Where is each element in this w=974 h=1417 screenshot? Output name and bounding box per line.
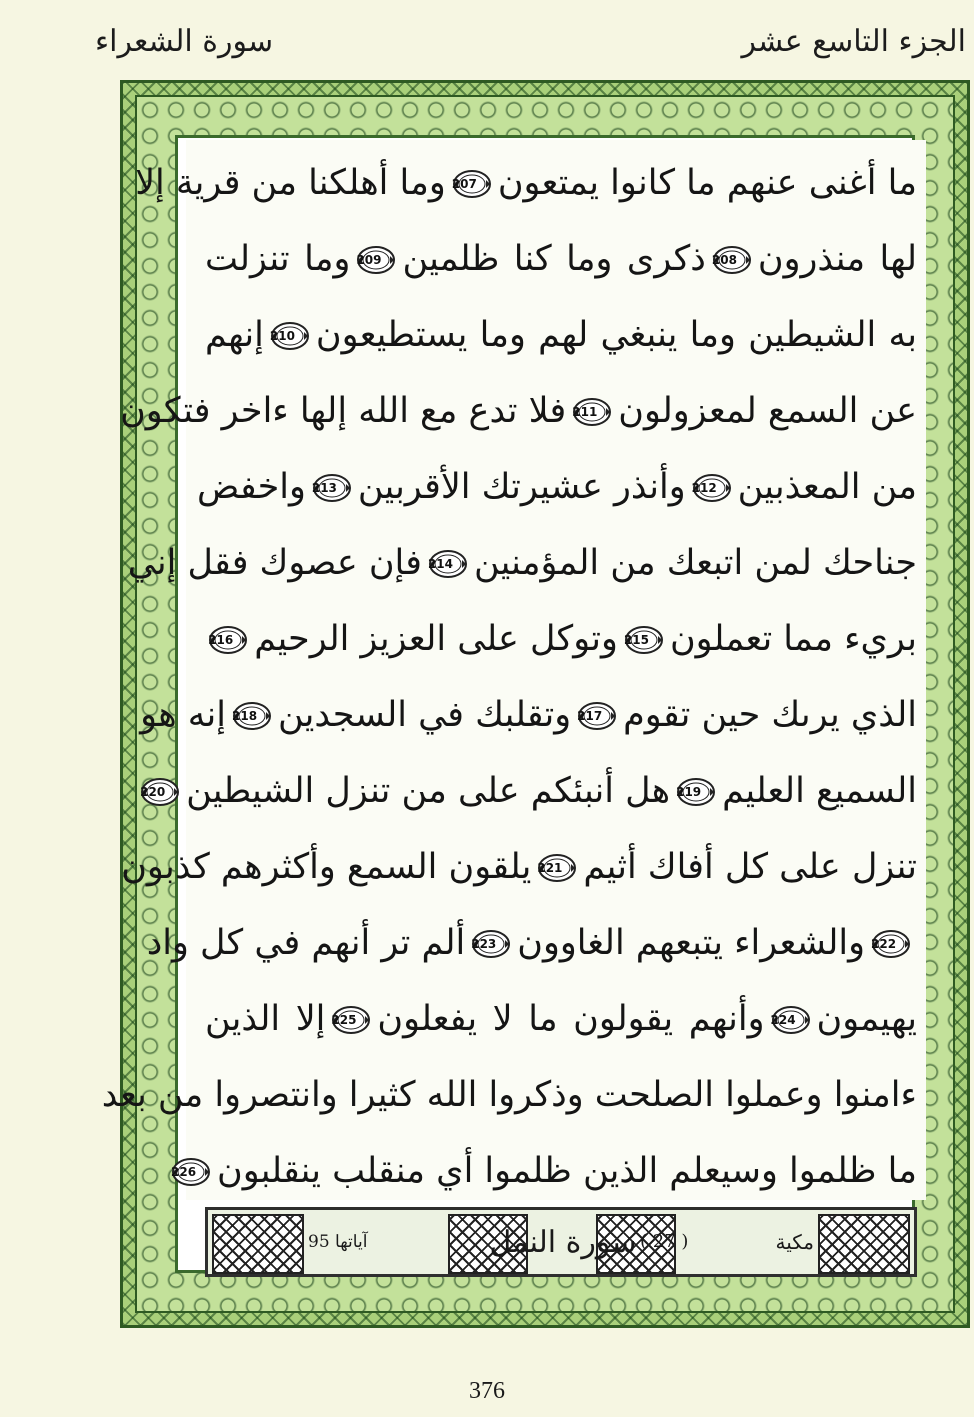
verse-text: وتقلبك في السجدين — [278, 695, 572, 735]
verse-text: جناحك لمن اتبعك من المؤمنين — [473, 543, 917, 583]
verse-text: يهيمون — [816, 999, 917, 1039]
verse-text: ألم تر أنهم في كل واد — [146, 923, 466, 963]
verse-end-marker — [331, 1005, 371, 1035]
verse-end-marker — [692, 473, 732, 503]
verse-end-marker — [140, 777, 180, 807]
verse-line — [140, 680, 917, 750]
verse-end-marker — [428, 549, 468, 579]
verse-number: 214 — [427, 557, 453, 571]
verse-number: 223 — [471, 937, 497, 951]
verse-end-marker — [572, 397, 612, 427]
verse-text: تنزل على كل أفاك أثيم — [583, 847, 917, 887]
verse-number: 222 — [871, 937, 897, 951]
verse-text: يلقون السمع وأكثرهم كذبون — [121, 847, 532, 887]
banner-surah-number: ( 27 ) — [640, 1231, 689, 1252]
verse-text: به الشيطين وما ينبغي لهم وما يستطيعون — [315, 315, 917, 355]
verse-text: ذكرى وما كنا ظلمين — [402, 239, 706, 279]
page-header — [0, 18, 974, 68]
verse-text: وما أهلكنا من قرية إلا — [135, 163, 446, 203]
verse-end-marker — [771, 1005, 811, 1035]
verse-end-marker — [471, 929, 511, 959]
verse-text: وأنذر عشيرتك الأقربين — [357, 467, 686, 507]
verse-text: ءامنوا وعملوا الصلحت وذكروا الله كثيرا وانتصروا من بعد — [101, 1075, 917, 1115]
verse-number: 207 — [451, 177, 477, 191]
surah-name-header: سورة الشعراء — [95, 24, 274, 59]
verse-end-marker — [171, 1157, 211, 1187]
verse-end-marker — [232, 701, 272, 731]
verse-text: والشعراء يتبعهم الغاوون — [517, 923, 865, 963]
verse-text: واخفض — [197, 467, 306, 507]
verse-line — [101, 1060, 917, 1130]
verse-end-marker — [871, 929, 911, 959]
verse-number: 224 — [770, 1013, 796, 1027]
verse-number: 213 — [311, 481, 337, 495]
verse-text: إلا الذين — [205, 999, 326, 1039]
surah-banner — [205, 1207, 917, 1277]
verse-line — [146, 908, 917, 978]
verse-number: 225 — [331, 1013, 357, 1027]
verse-number: 208 — [711, 253, 737, 267]
verse-end-marker — [270, 321, 310, 351]
verse-number: 212 — [691, 481, 717, 495]
verse-text: بريء مما تعملون — [669, 619, 917, 659]
verse-text: هل أنبئكم على من تنزل الشيطين — [186, 771, 671, 811]
verse-number: 220 — [140, 785, 166, 799]
verse-line — [205, 300, 917, 370]
verse-number: 218 — [232, 709, 258, 723]
verse-text: وما تنزلت — [205, 239, 351, 279]
verse-line — [127, 528, 917, 598]
verse-line — [120, 376, 917, 446]
verse-line — [171, 1136, 917, 1206]
verse-end-marker — [452, 169, 492, 199]
verse-line — [205, 984, 917, 1054]
verse-number: 219 — [676, 785, 702, 799]
verse-number: 221 — [537, 861, 563, 875]
verse-text: ما أغنى عنهم ما كانوا يمتعون — [497, 163, 917, 203]
verse-end-marker — [537, 853, 577, 883]
banner-ornament-left — [212, 1214, 304, 1274]
verse-text: عن السمع لمعزولون — [618, 391, 917, 431]
verse-end-marker — [208, 625, 248, 655]
verse-end-marker — [712, 245, 752, 275]
verse-line — [205, 224, 917, 294]
verse-number: 211 — [572, 405, 598, 419]
verse-text: من المعذبين — [737, 467, 917, 507]
verse-end-marker — [624, 625, 664, 655]
verse-text: لها منذرون — [757, 239, 917, 279]
banner-verse-count: آياتها 95 — [308, 1232, 368, 1252]
verse-text: إنه هو — [140, 695, 227, 735]
juz-name-header: الجزء التاسع عشر — [741, 24, 966, 59]
verse-text: السميع العليم — [722, 771, 917, 811]
verse-text: الذي يرىك حين تقوم — [623, 695, 917, 735]
verse-number: 215 — [623, 633, 650, 647]
verse-line — [197, 452, 917, 522]
verse-line — [140, 756, 917, 826]
verse-line — [135, 148, 917, 218]
verse-number: 216 — [208, 633, 234, 647]
verse-number: 209 — [356, 253, 382, 267]
banner-surah-title: سورة النمل — [489, 1225, 637, 1260]
verse-text: وأنهم يقولون ما لا يفعلون — [377, 999, 765, 1039]
banner-ornament-right — [818, 1214, 910, 1274]
page-number: 376 — [469, 1378, 505, 1404]
banner-revelation-type: مكية — [775, 1230, 814, 1254]
verse-number: 210 — [269, 329, 295, 343]
verse-text: فلا تدع مع الله إلها ءاخر فتكون — [120, 391, 567, 431]
verse-text: فإن عصوك فقل إني — [127, 543, 422, 583]
verse-line — [121, 832, 917, 902]
verse-text: وتوكل على العزيز الرحيم — [254, 619, 618, 659]
verse-end-marker — [676, 777, 716, 807]
verse-end-marker — [577, 701, 617, 731]
verse-number: 217 — [577, 709, 603, 723]
verse-text: ما ظلموا وسيعلم الذين ظلموا أي منقلب ينقلبون — [217, 1151, 917, 1191]
verse-end-marker — [356, 245, 396, 275]
verse-line — [205, 604, 917, 674]
verse-number: 226 — [171, 1165, 197, 1179]
verse-text: إنهم — [205, 315, 264, 355]
verse-end-marker — [312, 473, 352, 503]
